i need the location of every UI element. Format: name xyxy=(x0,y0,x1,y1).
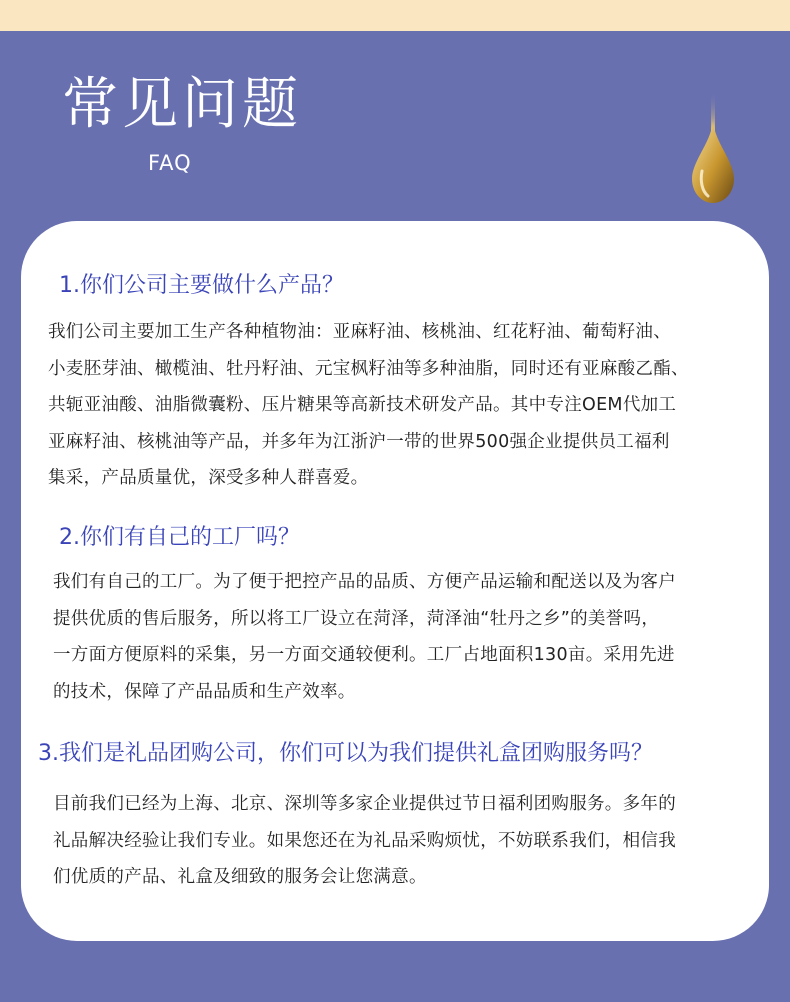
faq-question-3: 3.我们是礼品团购公司，你们可以为我们提供礼盒团购服务吗？ xyxy=(38,741,653,766)
page-title: 常见问题 xyxy=(62,72,302,137)
oil-drop-icon xyxy=(688,91,738,207)
faq-question-2: 2.你们有自己的工厂吗？ xyxy=(59,525,300,550)
faq-answer-3 xyxy=(53,786,676,896)
faq-answer-2 xyxy=(53,564,676,710)
answer-line: 目前我们已经为上海、北京、深圳等多家企业提供过节日福利团购服务。多年的 xyxy=(53,794,676,814)
faq-card xyxy=(21,221,769,941)
answer-line: 小麦胚芽油、橄榄油、牡丹籽油、元宝枫籽油等多种油脂，同时还有亚麻酸乙酯、 xyxy=(48,358,689,379)
answer-line: 共轭亚油酸、油脂微囊粉、压片糖果等高新技术研发产品。其中专注OEM代加工 xyxy=(48,395,677,415)
answer-line: 的技术，保障了产品品质和生产效率。 xyxy=(53,681,356,702)
answer-line: 们优质的产品、礼盒及细致的服务会让您满意。 xyxy=(53,867,427,887)
answer-line: 我们有自己的工厂。为了便于把控产品的品质、方便产品运输和配送以及为客户 xyxy=(53,572,676,592)
answer-line: 一方面方便原料的采集，另一方面交通较便利。工厂占地面积130亩。采用先进 xyxy=(53,645,675,665)
answer-line: 亚麻籽油、核桃油等产品，并多年为江浙沪一带的世界500强企业提供员工福利 xyxy=(48,431,670,452)
answer-line: 我们公司主要加工生产各种植物油：亚麻籽油、核桃油、红花籽油、葡萄籽油、 xyxy=(48,322,671,342)
top-banner-strip xyxy=(0,0,790,31)
page-subtitle: FAQ xyxy=(148,151,192,175)
answer-line: 集采，产品质量优，深受多种人群喜爱。 xyxy=(48,468,369,488)
faq-question-1: 1.你们公司主要做什么产品？ xyxy=(59,273,344,298)
answer-line: 礼品解决经验让我们专业。如果您还在为礼品采购烦忧，不妨联系我们，相信我 xyxy=(53,830,676,851)
faq-answer-1 xyxy=(48,314,689,497)
faq-header xyxy=(0,31,790,231)
answer-line: 提供优质的售后服务，所以将工厂设立在菏泽，菏泽油“牡丹之乡”的美誉吗， xyxy=(53,608,660,629)
